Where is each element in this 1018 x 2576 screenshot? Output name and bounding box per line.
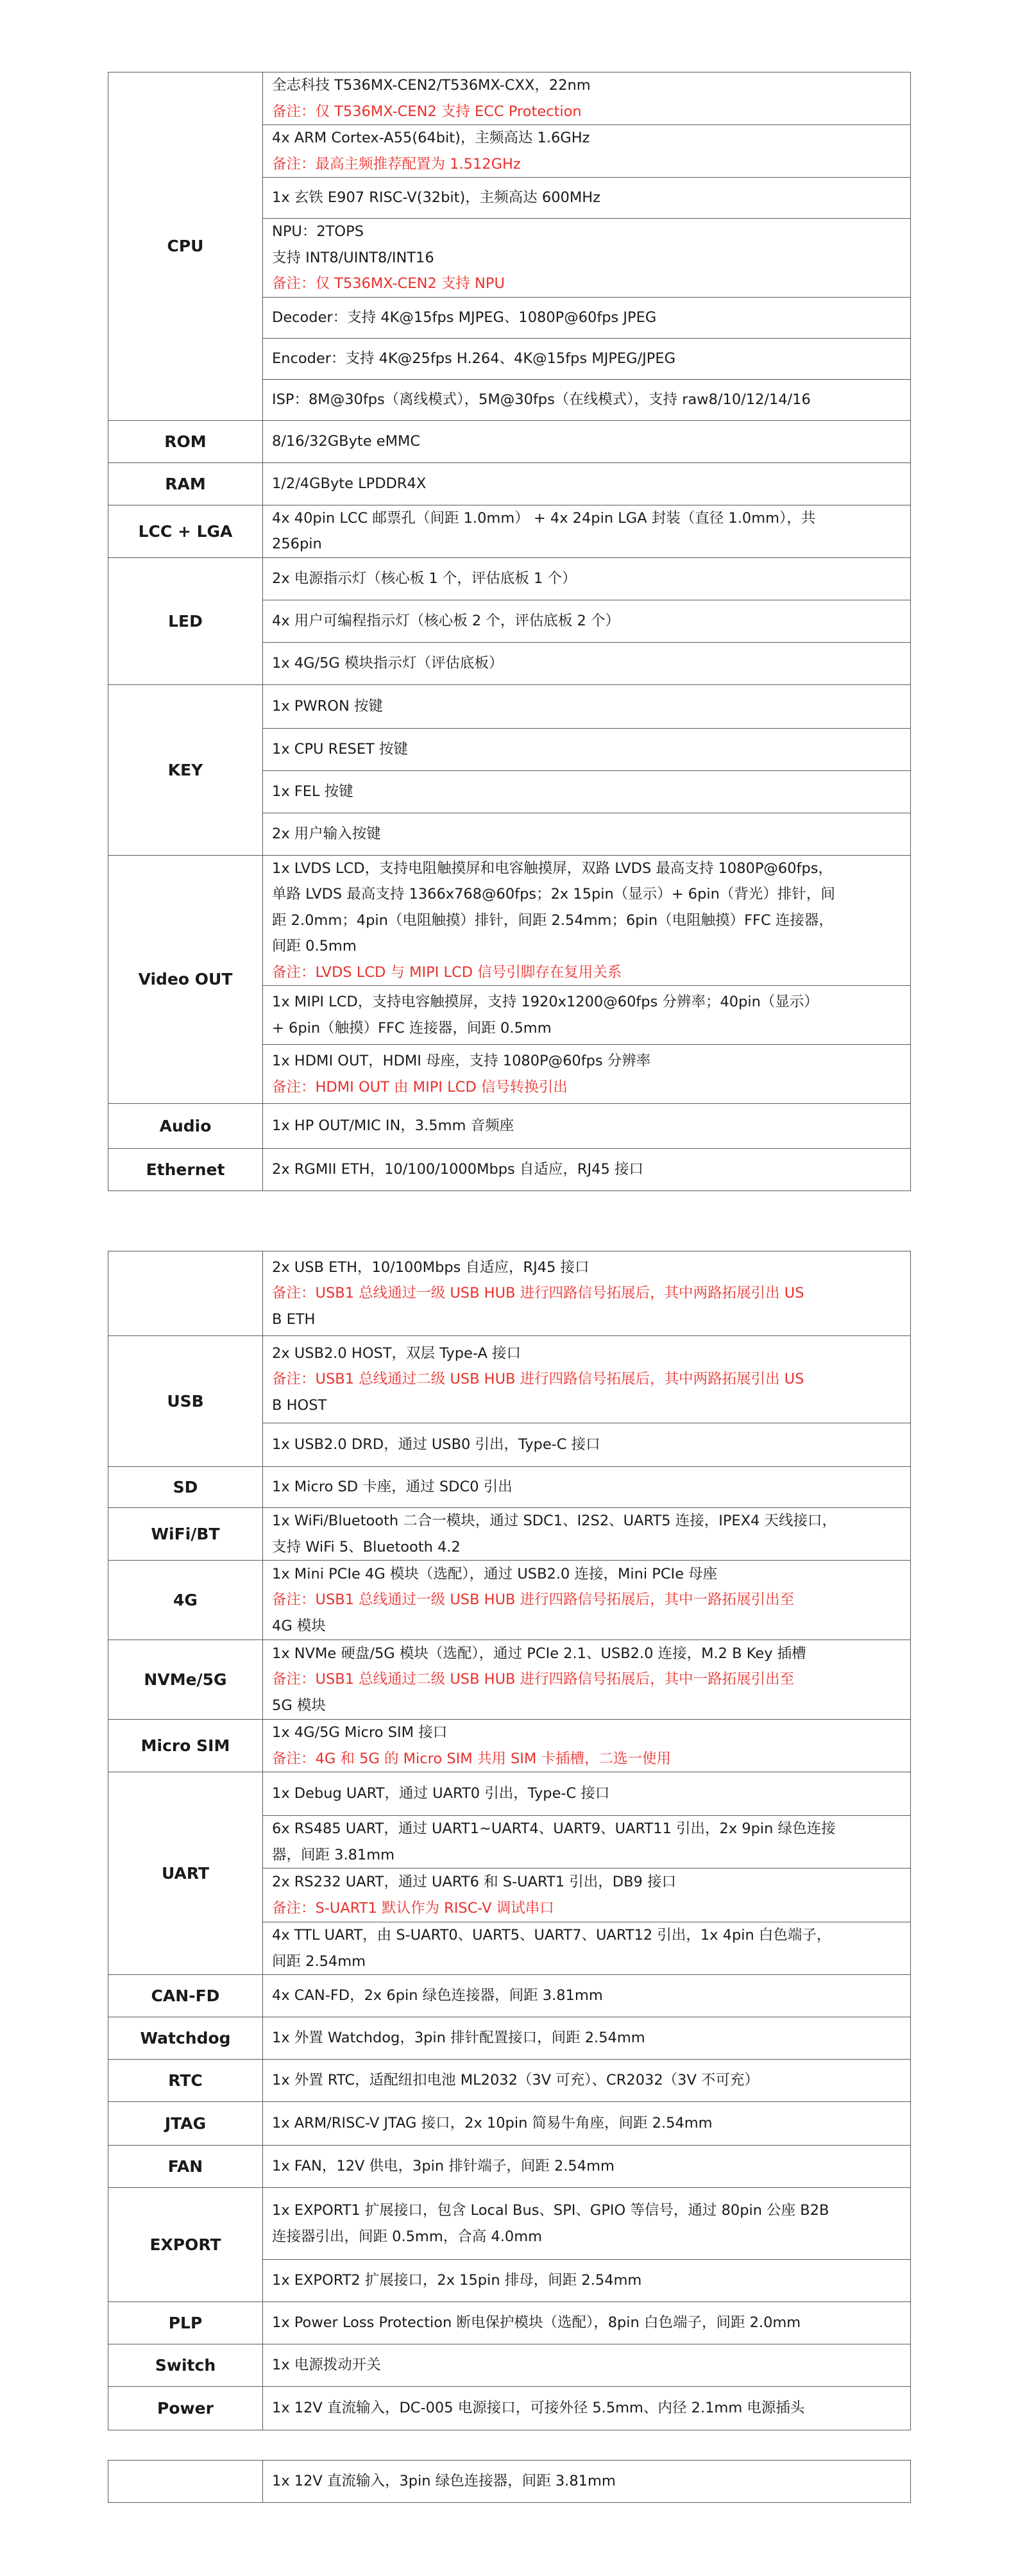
spec-value [263, 1720, 911, 1772]
spec-text: 1x CPU RESET 按键 [272, 740, 408, 758]
spec-text: 4x 用户可编程指示灯（核心板 2 个，评估底板 2 个） [272, 612, 620, 629]
spec-line [263, 125, 910, 151]
spec-value [263, 1467, 911, 1508]
remark-line [263, 960, 910, 986]
spec-value [263, 72, 911, 125]
spec-row-micro-sim [108, 1720, 911, 1772]
spec-line [263, 693, 910, 720]
spec-row-switch [108, 2344, 911, 2387]
spec-row-uart [108, 1772, 911, 1816]
spec-text: 1/2/4GByte LPDDR4X [272, 475, 427, 492]
spec-text: 5G 模块 [272, 1697, 326, 1714]
spec-line [263, 608, 910, 634]
remark-text: 4G 和 5G 的 Micro SIM 共用 SIM 卡插槽，二选一使用 [315, 1750, 671, 1767]
spec-line [263, 566, 910, 592]
spec-value [263, 462, 911, 505]
remark-label: 备注： [272, 1671, 316, 1688]
spec-text: 2x USB ETH，10/100Mbps 自适应，RJ45 接口 [272, 1258, 590, 1276]
spec-text: 1x EXPORT1 扩展接口，包含 Local Bus、SPI、GPIO 等信号，通过 80pin 公座 B2B [272, 2202, 829, 2219]
spec-label-video-out: Video OUT [108, 855, 263, 1104]
spec-value [263, 1561, 911, 1640]
spec-text: 2x 用户输入按键 [272, 825, 381, 842]
spec-row-can-fd [108, 1975, 911, 2017]
spec-value [263, 600, 911, 642]
spec-text: 256pin [272, 536, 322, 552]
spec-text: 1x LVDS LCD，支持电阻触摸屏和电容触摸屏，双路 LVDS 最高支持 1080P@60fps， [272, 860, 833, 877]
spec-value [263, 297, 911, 338]
spec-value [263, 1149, 911, 1191]
spec-line [263, 1048, 910, 1074]
spec-text: 1x FEL 按键 [272, 783, 353, 800]
spec-label-audio: Audio [108, 1104, 263, 1149]
spec-label-rtc: RTC [108, 2060, 263, 2102]
spec-value [263, 684, 911, 728]
spec-value [263, 770, 911, 813]
remark-line [263, 1895, 910, 1922]
remark-line [263, 1666, 910, 1693]
spec-value [263, 855, 911, 986]
spec-value [263, 2188, 911, 2260]
spec-row-key [108, 684, 911, 728]
spec-value [263, 1816, 911, 1868]
spec-value [263, 2017, 911, 2060]
spec-line [263, 2224, 910, 2250]
spec-line [263, 650, 910, 677]
spec-text: 1x 4G/5G 模块指示灯（评估底板） [272, 654, 504, 672]
spec-line [263, 1157, 910, 1183]
spec-row-blank [108, 1251, 911, 1336]
spec-line [263, 2267, 910, 2294]
spec-label-ram: RAM [108, 462, 263, 505]
spec-value [263, 505, 911, 557]
spec-text: 1x WiFi/Bluetooth 二合一模块，通过 SDC1、I2S2、UART5 连接，IPEX4 天线接口， [272, 1513, 837, 1529]
spec-label-export: EXPORT [108, 2188, 263, 2302]
remark-label: 备注： [272, 1899, 316, 1917]
spec-line [263, 1561, 910, 1588]
spec-value [263, 420, 911, 462]
spec-line [263, 1720, 910, 1746]
spec-row-video-out [108, 855, 911, 986]
spec-label-sd: SD [108, 1467, 263, 1508]
spec-text: 间距 0.5mm [272, 938, 357, 954]
spec-row-4g [108, 1561, 911, 1640]
remark-label: 备注： [272, 1078, 316, 1096]
remark-label: 备注： [272, 155, 316, 173]
spec-row-ethernet [108, 1149, 911, 1191]
spec-line [263, 2468, 910, 2495]
spec-label-4g: 4G [108, 1561, 263, 1640]
spec-line [263, 387, 910, 413]
spec-text: 1x HP OUT/MIC IN，3.5mm 音频座 [272, 1117, 514, 1135]
spec-value [263, 1508, 911, 1561]
spec-text: 1x 外置 RTC，适配纽扣电池 ML2032（3V 可充）、CR2032（3V 不可充） [272, 2072, 759, 2089]
spec-value [263, 1868, 911, 1922]
spec-label-micro-sim: Micro SIM [108, 1720, 263, 1772]
spec-value [263, 2302, 911, 2344]
remark-text: USB1 总线通过一级 USB HUB 进行四路信号拓展后，其中一路拓展引出至 [315, 1591, 795, 1609]
spec-line [263, 779, 910, 805]
spec-text: 4x ARM Cortex-A55(64bit)，主频高达 1.6GHz [272, 130, 590, 146]
spec-value [263, 2102, 911, 2146]
spec-text: 1x ARM/RISC-V JTAG 接口，2x 10pin 简易牛角座，间距 2.54mm [272, 2115, 713, 2132]
remark-text: USB1 总线通过二级 USB HUB 进行四路信号拓展后，其中两路拓展引出 US [315, 1371, 804, 1388]
spec-line [263, 1393, 910, 1419]
spec-label-lcc-lga: LCC + LGA [108, 505, 263, 557]
spec-line [263, 856, 910, 882]
spec-row-export [108, 2188, 911, 2260]
spec-label-fan: FAN [108, 2146, 263, 2188]
spec-text: 全志科技 T536MX-CEN2/T536MX-CXX，22nm [272, 77, 591, 94]
spec-value [263, 1922, 911, 1975]
spec-line [263, 881, 910, 908]
spec-row-cpu [108, 72, 911, 125]
spec-text: 1x HDMI OUT，HDMI 母座，支持 1080P@60fps 分辨率 [272, 1053, 651, 1069]
spec-text: 1x 电源拨动开关 [272, 2357, 381, 2374]
spec-text: 1x 12V 直流输入，DC-005 电源接口，可接外径 5.5mm、内径 2.1mm 电源插头 [272, 2400, 805, 2417]
remark-line [263, 1366, 910, 1393]
spec-label-blank [108, 2461, 263, 2503]
remark-label: 备注： [272, 1371, 316, 1388]
spec-label-cpu: CPU [108, 72, 263, 421]
spec-row-lcc-lga [108, 505, 911, 557]
spec-text: B HOST [272, 1396, 327, 1414]
spec-value [263, 1336, 911, 1423]
spec-label-can-fd: CAN-FD [108, 1975, 263, 2017]
remark-label: 备注： [272, 1285, 316, 1302]
spec-value [263, 557, 911, 600]
spec-text: 6x RS485 UART，通过 UART1~UART4、UART9、UART11 引出，2x 9pin 绿色连接 [272, 1820, 836, 1837]
spec-value [263, 1104, 911, 1149]
spec-value [263, 219, 911, 298]
spec-label-watchdog: Watchdog [108, 2017, 263, 2060]
spec-line [263, 1432, 910, 1458]
spec-row-watchdog [108, 2017, 911, 2060]
spec-row-jtag [108, 2102, 911, 2146]
spec-value [263, 2461, 911, 2503]
spec-text: B ETH [272, 1310, 316, 1328]
spec-label-rom: ROM [108, 420, 263, 462]
spec-text: 2x RGMII ETH，10/100/1000Mbps 自适应，RJ45 接口 [272, 1161, 643, 1178]
spec-row-usb [108, 1336, 911, 1423]
spec-line [263, 736, 910, 763]
remark-label: 备注： [272, 1591, 316, 1609]
spec-line [263, 908, 910, 934]
spec-value [263, 2344, 911, 2387]
spec-value [263, 1045, 911, 1104]
spec-line [263, 1816, 910, 1842]
spec-line [263, 1508, 910, 1534]
spec-text: 距 2.0mm；4pin（电阻触摸）排针，间距 2.54mm；6pin（电阻触摸）FFC 连接器， [272, 911, 833, 929]
spec-row-sd [108, 1467, 911, 1508]
spec-text: 连接器引出，间距 0.5mm，合高 4.0mm [272, 2228, 543, 2245]
spec-text: 1x 外置 Watchdog，3pin 排针配置接口，间距 2.54mm [272, 2029, 645, 2047]
remark-text: USB1 总线通过二级 USB HUB 进行四路信号拓展后，其中一路拓展引出至 [315, 1671, 795, 1688]
spec-value [263, 1772, 911, 1816]
remark-text: 最高主频推荐配置为 1.512GHz [315, 155, 521, 173]
spec-text: 1x NVMe 硬盘/5G 模块（选配），通过 PCIe 2.1、USB2.0 连接，M.2 B Key 插槽 [272, 1645, 806, 1662]
spec-label-plp: PLP [108, 2302, 263, 2344]
spec-text: 支持 INT8/UINT8/INT16 [272, 249, 434, 266]
spec-table-1 [108, 72, 911, 1191]
spec-text: 1x Mini PCIe 4G 模块（选配），通过 USB2.0 连接，Mini PCIe 母座 [272, 1565, 718, 1582]
spec-line [263, 1113, 910, 1139]
spec-line [263, 1641, 910, 1667]
spec-label-led: LED [108, 557, 263, 684]
spec-row-plp [108, 2302, 911, 2344]
spec-line [263, 346, 910, 372]
spec-label-switch: Switch [108, 2344, 263, 2387]
spec-row-audio [108, 1104, 911, 1149]
spec-text: ISP：8M@30fps（离线模式），5M@30fps（在线模式），支持 raw8/10/12/14/16 [272, 391, 811, 408]
spec-line [263, 1922, 910, 1949]
spec-text: 8/16/32GByte eMMC [272, 432, 421, 450]
remark-text: 仅 T536MX-CEN2 支持 ECC Protection [315, 103, 582, 120]
spec-row-wifi-bt [108, 1508, 911, 1561]
spec-line [263, 1341, 910, 1367]
spec-line [263, 1307, 910, 1333]
spec-value [263, 178, 911, 219]
remark-line [263, 1587, 910, 1613]
spec-text: 1x Power Loss Protection 断电保护模块（选配），8pin 白色端子，间距 2.0mm [272, 2314, 801, 2332]
spec-text: 4x 40pin LCC 邮票孔（间距 1.0mm） + 4x 24pin LGA 封装（直径 1.0mm），共 [272, 509, 816, 527]
remark-line [263, 1074, 910, 1101]
spec-value [263, 1423, 911, 1467]
remark-text: 仅 T536MX-CEN2 支持 NPU [315, 275, 505, 292]
spec-value [263, 125, 911, 178]
spec-text: 2x USB2.0 HOST，双层 Type-A 接口 [272, 1344, 522, 1362]
spec-text: + 6pin（触摸）FFC 连接器，间距 0.5mm [272, 1019, 552, 1037]
spec-value [263, 642, 911, 684]
spec-text: 1x FAN，12V 供电，3pin 排针端子，间距 2.54mm [272, 2158, 615, 2175]
spec-label-nvme-5g: NVMe/5G [108, 1640, 263, 1720]
spec-line [263, 245, 910, 271]
remark-text: S-UART1 默认作为 RISC-V 调试串口 [315, 1899, 554, 1917]
spec-value [263, 1640, 911, 1720]
spec-value [263, 2260, 911, 2302]
spec-table-3 [108, 2460, 911, 2503]
spec-table-2 [108, 1251, 911, 2430]
spec-text: 单路 LVDS 最高支持 1366x768@60fps；2x 15pin（显示）+ 6pin（背光）排针，间 [272, 886, 835, 902]
remark-line [263, 151, 910, 178]
spec-value [263, 986, 911, 1045]
spec-label-uart: UART [108, 1772, 263, 1975]
spec-text: 1x PWRON 按键 [272, 697, 383, 715]
spec-line [263, 2067, 910, 2094]
spec-row-rom [108, 420, 911, 462]
spec-label-wifi-bt: WiFi/BT [108, 1508, 263, 1561]
spec-line [263, 72, 910, 99]
spec-line [263, 505, 910, 532]
spec-text: 1x 4G/5G Micro SIM 接口 [272, 1724, 448, 1741]
spec-label-key: KEY [108, 684, 263, 855]
spec-line [263, 821, 910, 847]
spec-text: 1x USB2.0 DRD，通过 USB0 引出，Type-C 接口 [272, 1436, 600, 1453]
spec-text: 2x 电源指示灯（核心板 1 个，评估底板 1 个） [272, 570, 577, 587]
spec-line [263, 2198, 910, 2224]
remark-line [263, 99, 910, 125]
spec-line [263, 2395, 910, 2421]
spec-line [263, 1693, 910, 1719]
spec-text: NPU：2TOPS [272, 223, 364, 240]
spec-text: 间距 2.54mm [272, 1953, 366, 1970]
remark-line [263, 1746, 910, 1772]
spec-row-fan [108, 2146, 911, 2188]
spec-text: Encoder：支持 4K@25fps H.264、4K@15fps MJPEG/JPEG [272, 350, 676, 367]
spec-value [263, 728, 911, 770]
spec-value [263, 2146, 911, 2188]
spec-value [263, 379, 911, 420]
spec-line [263, 2110, 910, 2137]
spec-text: 1x EXPORT2 扩展接口，2x 15pin 排母，间距 2.54mm [272, 2272, 642, 2289]
remark-label: 备注： [272, 1750, 316, 1767]
spec-label-power: Power [108, 2387, 263, 2430]
spec-line [263, 1781, 910, 1807]
spec-line [263, 2310, 910, 2336]
spec-row-ram [108, 462, 911, 505]
spec-label-jtag: JTAG [108, 2102, 263, 2146]
remark-label: 备注： [272, 963, 316, 981]
spec-line [263, 219, 910, 245]
remark-text: USB1 总线通过一级 USB HUB 进行四路信号拓展后，其中两路拓展引出 US [315, 1285, 804, 1302]
spec-value [263, 1975, 911, 2017]
spec-text: 1x Debug UART，通过 UART0 引出，Type-C 接口 [272, 1785, 610, 1802]
spec-line [263, 1015, 910, 1042]
spec-line [263, 1869, 910, 1895]
remark-label: 备注： [272, 275, 316, 292]
spec-line [263, 471, 910, 497]
spec-line [263, 1842, 910, 1868]
spec-value [263, 2387, 911, 2430]
spec-text: Decoder：支持 4K@15fps MJPEG、1080P@60fps JPEG [272, 309, 657, 326]
spec-text: 4x TTL UART，由 S-UART0、UART5、UART7、UART12 引出，1x 4pin 白色端子， [272, 1927, 831, 1944]
spec-line [263, 1534, 910, 1561]
spec-label-usb: USB [108, 1336, 263, 1467]
spec-value [263, 2060, 911, 2102]
spec-row-blank [108, 2461, 911, 2503]
spec-line [263, 531, 910, 557]
remark-line [263, 1280, 910, 1307]
spec-row-power [108, 2387, 911, 2430]
spec-value [263, 813, 911, 855]
spec-value [263, 338, 911, 379]
spec-line [263, 2025, 910, 2051]
spec-line [263, 1983, 910, 2009]
spec-line [263, 989, 910, 1015]
spec-text: 1x 12V 直流输入，3pin 绿色连接器，间距 3.81mm [272, 2473, 616, 2490]
spec-text: 1x 玄铁 E907 RISC-V(32bit)，主频高达 600MHz [272, 189, 600, 207]
remark-text: HDMI OUT 由 MIPI LCD 信号转换引出 [315, 1078, 568, 1096]
spec-text: 4G 模块 [272, 1617, 326, 1634]
spec-text: 1x MIPI LCD，支持电容触摸屏，支持 1920x1200@60fps 分辨率；40pin（显示） [272, 994, 819, 1010]
spec-line [263, 1613, 910, 1640]
spec-line [263, 305, 910, 331]
spec-label-blank [108, 1251, 263, 1336]
spec-row-nvme-5g [108, 1640, 911, 1720]
spec-line [263, 2153, 910, 2180]
spec-row-led [108, 557, 911, 600]
spec-text: 2x RS232 UART，通过 UART6 和 S-UART1 引出，DB9 接口 [272, 1874, 676, 1890]
spec-line [263, 185, 910, 211]
spec-line [263, 933, 910, 960]
spec-value [263, 1251, 911, 1336]
spec-text: 器，间距 3.81mm [272, 1846, 395, 1863]
remark-label: 备注： [272, 103, 316, 120]
spec-text: 1x Micro SD 卡座，通过 SDC0 引出 [272, 1479, 513, 1496]
spec-line [263, 1255, 910, 1281]
spec-row-rtc [108, 2060, 911, 2102]
spec-line [263, 428, 910, 455]
spec-line [263, 1474, 910, 1500]
spec-text: 4x CAN-FD，2x 6pin 绿色连接器，间距 3.81mm [272, 1987, 603, 2004]
remark-text: LVDS LCD 与 MIPI LCD 信号引脚存在复用关系 [315, 963, 622, 981]
spec-line [263, 2352, 910, 2378]
spec-text: 支持 WiFi 5、Bluetooth 4.2 [272, 1538, 461, 1555]
spec-label-ethernet: Ethernet [108, 1149, 263, 1191]
remark-line [263, 271, 910, 297]
spec-line [263, 1949, 910, 1975]
